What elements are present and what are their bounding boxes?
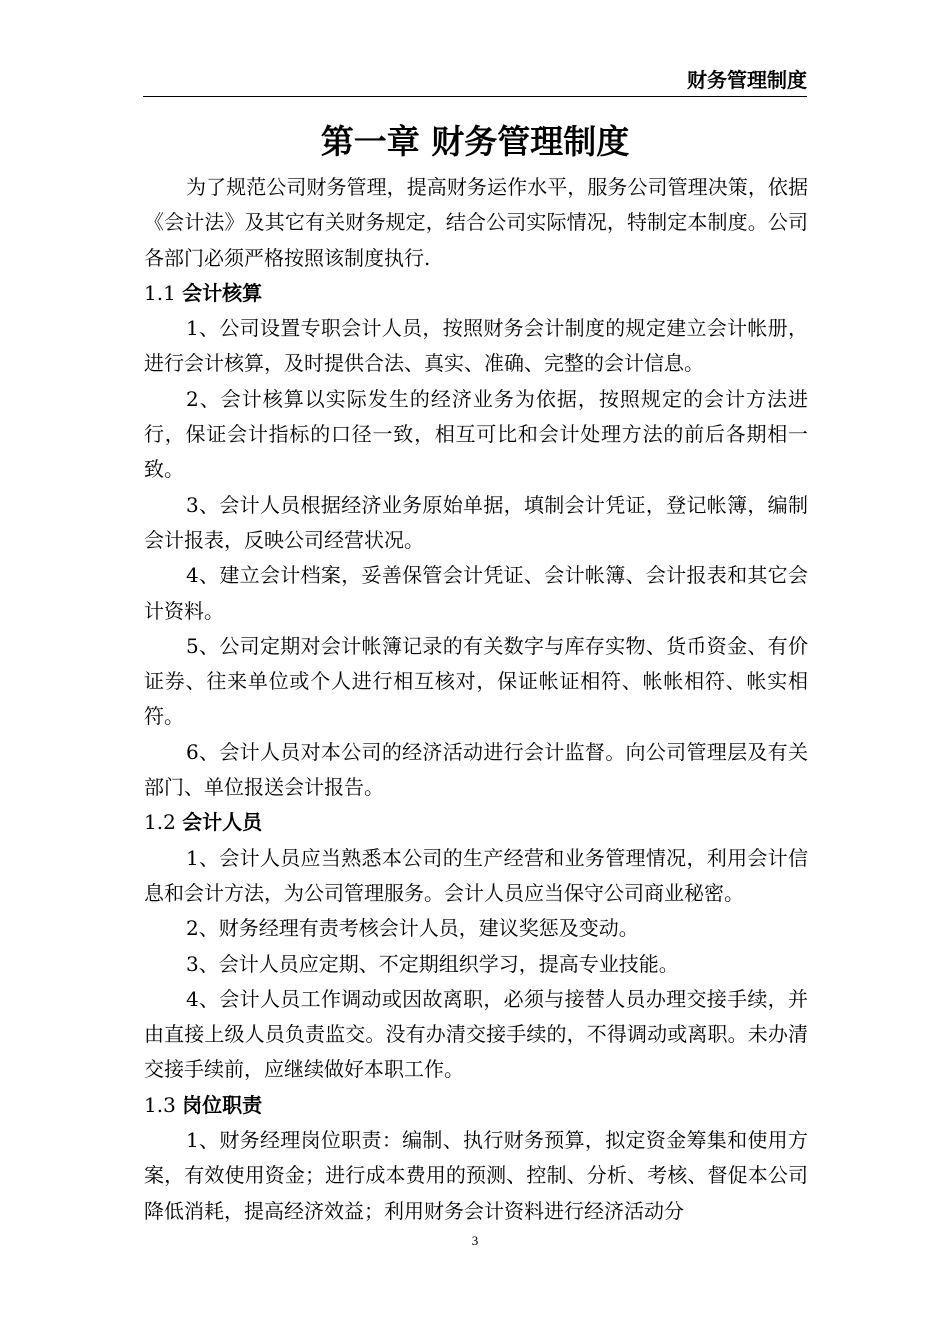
paragraph: 1、公司设置专职会计人员，按照财务会计制度的规定建立会计帐册，进行会计核算，及时提供合法、真实、准确、完整的会计信息。: [144, 316, 808, 376]
section-title: 会计核算: [182, 280, 263, 305]
paragraph: 4、建立会计档案，妥善保管会计凭证、会计帐簿、会计报表和其它会计资料。: [144, 563, 808, 623]
paragraph: 1、会计人员应当熟悉本公司的生产经营和业务管理情况，利用会计信息和会计方法，为公司管理服务。会计人员应当保守公司商业秘密。: [144, 845, 808, 905]
section-title: 会计人员: [182, 810, 263, 835]
paragraph: 3、会计人员根据经济业务原始单据，填制会计凭证，登记帐簿，编制会计报表，反映公司经营状况。: [144, 492, 808, 552]
chapter-title: 第一章 财务管理制度: [320, 122, 630, 161]
section-heading-1-3: [144, 1088, 808, 1123]
intro-paragraph: 为了规范公司财务管理，提高财务运作水平，服务公司管理决策，依据《会计法》及其它有关财务规定，结合公司实际情况，特制定本制度。公司各部门必须严格按照该制度执行.: [144, 175, 808, 270]
paragraph: 1、财务经理岗位职责：编制、执行财务预算，拟定资金筹集和使用方案，有效使用资金；进行成本费用的预测、控制、分析、考核、督促本公司降低消耗，提高经济效益；利用财务会计资料进行经济活动分: [144, 1128, 808, 1223]
section-heading-1-1: [144, 276, 808, 311]
paragraph: 4、会计人员工作调动或因故离职，必须与接替人员办理交接手续，并由直接上级人员负责监交。没有办清交接手续的，不得调动或离职。未办清交接手续前，应继续做好本职工作。: [144, 986, 808, 1082]
paragraph: 3、会计人员应定期、不定期组织学习，提高专业技能。: [186, 951, 679, 976]
section-number: 1.3: [144, 1092, 176, 1117]
header-title: 财务管理制度: [687, 68, 807, 92]
paragraph: 2、会计核算以实际发生的经济业务为依据，按照规定的会计方法进行，保证会计指标的口径一致，相互可比和会计处理方法的前后各期相一致。: [144, 386, 808, 482]
paragraph: 6、会计人员对本公司的经济活动进行会计监督。向公司管理层及有关部门、单位报送会计报告。: [144, 739, 808, 800]
paragraph: 5、公司定期对会计帐簿记录的有关数字与库存实物、货币资金、有价证券、往来单位或个人进行相互核对，保证帐证相符、帐帐相符、帐实相符。: [144, 633, 808, 729]
section-number: 1.1: [144, 280, 176, 305]
page-header: [143, 66, 807, 97]
page-number: 3: [471, 1233, 479, 1248]
section-heading-1-2: [144, 805, 808, 840]
document-body: [144, 170, 808, 1229]
section-number: 1.2: [144, 810, 176, 835]
paragraph: 2、财务经理有责考核会计人员，建议奖惩及变动。: [186, 916, 639, 941]
section-title: 岗位职责: [182, 1092, 263, 1117]
